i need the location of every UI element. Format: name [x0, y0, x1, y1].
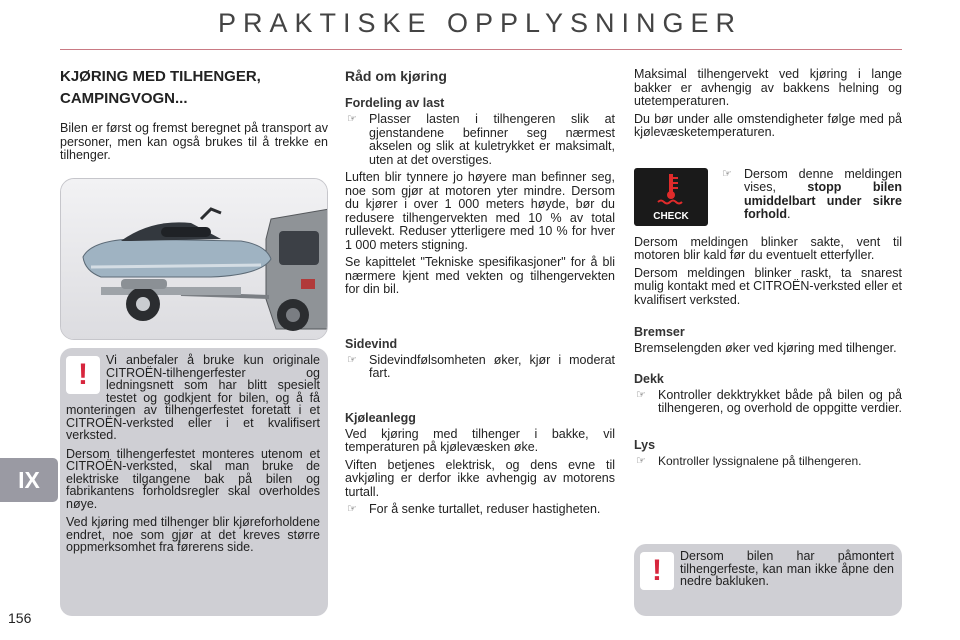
column-temperature-brakes: [634, 68, 902, 472]
warning-text: Vi anbefaler å bruke kun originale CITROËN-tilhengerfester og ledningsnett som har blitt spesielt testet og godkjent for bilen, og å få monteringen av tilhengerfestet foretatt i et CITROËN-verksted eller i et kvalifisert verksted.: [66, 353, 320, 442]
check-warning-row: [634, 168, 902, 226]
subheading-lights: Lys: [634, 437, 656, 452]
monitor-text: Du bør under alle omstendigheter følge med på kjølevæsketemperaturen.: [634, 111, 902, 139]
list-item: ☞ For å senke turtallet, reduser hastigheten.: [347, 502, 601, 516]
subheading-brakes: Bremser: [634, 325, 685, 339]
section-heading: Råd om kjøring: [345, 68, 447, 84]
exclamation-icon: !: [640, 552, 674, 590]
page-number: 156: [8, 610, 32, 626]
warning-box-tailgate: [634, 544, 902, 616]
section-heading-line1: KJØRING MED TILHENGER,: [60, 68, 261, 85]
subheading-cooling: Kjøleanlegg: [345, 410, 416, 425]
pointing-finger-icon: ☞: [347, 113, 357, 125]
pointing-finger-icon: ☞: [347, 503, 357, 515]
list-item: ☞ Kontroller dekktrykket både på bilen og på tilhengeren, og overhold de oppgitte verdier.: [636, 387, 902, 415]
pointing-finger-icon: ☞: [347, 353, 357, 366]
max-weight-text: Maksimal tilhengervekt ved kjøring i lange bakker er avhengig av bakkens helning og utetemperaturen.: [634, 67, 902, 108]
jetski-trailer-illustration: [60, 178, 328, 340]
exclamation-icon: !: [66, 356, 100, 394]
trailer-image: [61, 179, 328, 340]
pointing-finger-icon: ☞: [722, 167, 732, 180]
altitude-text: Luften blir tynnere jo høyere man befinner seg, noe som gjør at motoren yter mindre. Dersom du kjører i over 1 000 meters høyde, bør du redusere tilhengervekten med 10 % av total rullevekt. Reduser ytterligere med 10 % for hver 1 000 meters stigning.: [345, 170, 615, 252]
warning-text: Ved kjøring med tilhenger blir kjøreforholdene endret, noe som gjør at det kreves større oppmerksomhet fra førerens side.: [66, 515, 320, 554]
specs-text: Se kapittelet "Tekniske spesifikasjoner" for å bli nærmere kjent med vekten og tilhengervekten for din bil.: [345, 255, 615, 296]
warning-box-towbar: [60, 348, 328, 616]
pointing-finger-icon: ☞: [636, 388, 646, 401]
column-driving-advice: [345, 68, 615, 521]
pointing-finger-icon: ☞: [636, 454, 646, 467]
coolant-temperature-icon: [634, 168, 708, 226]
header-divider: [60, 49, 902, 50]
column-trailer-intro: [60, 62, 328, 167]
blink-fast-text: Dersom meldingen blinker raskt, ta snarest mulig kontakt med et CITROËN-verksted eller et kvalifisert verksted.: [634, 265, 902, 307]
warning-text: Dersom tilhengerfestet monteres utenom et CITROËN-verksted, skal man bruke de elektriske tilgangene bak på bilen og fabrikantens forholdsregler skal overholdes nøye.: [66, 446, 320, 511]
chapter-tab: IX: [0, 458, 58, 502]
warning-text: Dersom bilen har påmontert tilhengerfeste, kan man ikke åpne den nedre bakluken.: [680, 549, 894, 588]
brakes-text: Bremselengden øker ved kjøring med tilhenger.: [634, 341, 897, 355]
list-item: ☞ Sidevindfølsomheten øker, kjør i moderat fart.: [347, 352, 615, 380]
cooling-text: Viften betjenes elektrisk, og dens evne til avkjøling er derfor ikke avhengig av motorens turtall.: [345, 457, 615, 499]
page-title: PRAKTISKE OPPLYSNINGER: [217, 8, 743, 38]
intro-text: Bilen er først og fremst beregnet på transport av personer, men kan også brukes til å trekke en tilhenger.: [60, 121, 328, 162]
subheading-tyres: Dekk: [634, 371, 664, 386]
list-item: ☞ Dersom denne meldingen vises, stopp bilen umiddelbart under sikre forhold.: [722, 166, 902, 221]
list-item: ☞ Plasser lasten i tilhengeren slik at gjenstandene befinner seg nærmest akselen og slik at kuletrykket er maksimalt, uten at det overstiges.: [347, 112, 615, 167]
check-label: CHECK: [653, 210, 689, 222]
list-item: ☞ Kontroller lyssignalene på tilhengeren.: [636, 453, 862, 468]
subheading-crosswind: Sidevind: [345, 336, 398, 351]
blink-slow-text: Dersom meldingen blinker sakte, vent til motoren blir kald før du eventuelt etterfyller.: [634, 234, 902, 262]
subheading-load: Fordeling av last: [345, 96, 445, 110]
cooling-text: Ved kjøring med tilhenger i bakke, vil temperaturen på kjølevæsken øke.: [345, 426, 615, 454]
section-heading-line2: CAMPINGVOGN...: [60, 90, 188, 107]
